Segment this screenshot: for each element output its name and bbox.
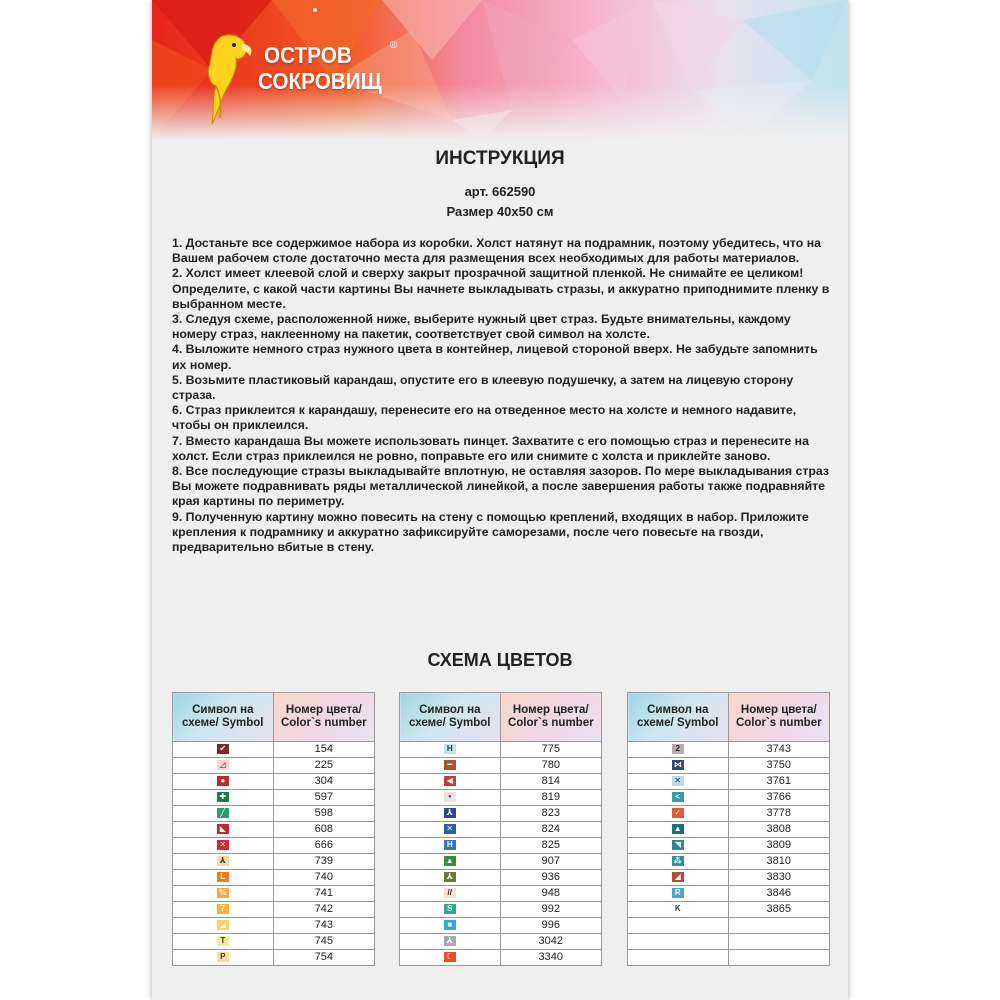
color-number-cell xyxy=(728,934,829,950)
symbol-cell xyxy=(628,790,729,806)
rhinestone-symbol-icon: ☾ xyxy=(444,952,456,962)
color-row xyxy=(173,950,375,966)
color-row xyxy=(628,950,830,966)
color-row xyxy=(628,838,830,854)
symbol-cell xyxy=(400,822,501,838)
symbol-cell xyxy=(628,934,729,950)
color-number-cell: 3830 xyxy=(728,870,829,886)
color-row xyxy=(628,790,830,806)
rhinestone-symbol-icon: ⅄ xyxy=(217,856,229,866)
color-number-cell xyxy=(728,918,829,934)
rhinestone-symbol-icon: % xyxy=(217,888,229,898)
color-number-cell: 3809 xyxy=(728,838,829,854)
rhinestone-symbol-icon: ━ xyxy=(444,760,456,770)
registered-mark: ® xyxy=(390,40,398,51)
color-row xyxy=(400,886,602,902)
color-number-cell: 154 xyxy=(273,742,374,758)
color-number-cell: 3865 xyxy=(728,902,829,918)
color-number-cell: 608 xyxy=(273,822,374,838)
rhinestone-symbol-icon: ⅄ xyxy=(444,936,456,946)
color-row xyxy=(400,934,602,950)
symbol-cell xyxy=(173,838,274,854)
color-row xyxy=(628,870,830,886)
color-number-cell: 740 xyxy=(273,870,374,886)
color-table-2 xyxy=(399,692,602,966)
rhinestone-symbol-icon: ✔ xyxy=(217,744,229,754)
color-row xyxy=(628,918,830,934)
symbol-cell xyxy=(628,806,729,822)
color-number-cell: 742 xyxy=(273,902,374,918)
color-number-cell: 225 xyxy=(273,758,374,774)
rhinestone-symbol-icon: R xyxy=(672,888,684,898)
color-row xyxy=(173,854,375,870)
color-number-cell: 992 xyxy=(500,902,601,918)
step-item: 4. Выложите немного страз нужного цвета в контейнер, лицевой стороной вверх. Не забудьте запомнить их номер. xyxy=(172,342,818,372)
rhinestone-symbol-icon: ◿ xyxy=(217,760,229,770)
symbol-cell xyxy=(400,886,501,902)
color-scheme-title: СХЕМА ЦВЕТОВ xyxy=(427,650,573,670)
symbol-cell xyxy=(400,918,501,934)
step-item: 2. Холст имеет клеевой слой и сверху закрыт прозрачной защитной пленкой. Не снимайте ее целиком! Определите, с какой части картины Вы начнете выкладывать стразы, и аккуратно приподнимите пленку в выбранном месте. xyxy=(172,266,830,311)
rhinestone-symbol-icon: P xyxy=(217,952,229,962)
color-number-cell: 823 xyxy=(500,806,601,822)
rhinestone-symbol-icon: 7 xyxy=(217,904,229,914)
rhinestone-symbol-icon: L xyxy=(217,872,229,882)
rhinestone-symbol-icon: ◢ xyxy=(217,920,229,930)
color-row xyxy=(173,934,375,950)
color-number-cell: 819 xyxy=(500,790,601,806)
symbol-cell xyxy=(628,758,729,774)
color-number-cell: 666 xyxy=(273,838,374,854)
color-row xyxy=(400,854,602,870)
color-row xyxy=(628,902,830,918)
rhinestone-symbol-icon: ▲ xyxy=(444,856,456,866)
symbol-column-header: Символ на схеме/ Symbol xyxy=(173,693,274,742)
color-number-cell: 3766 xyxy=(728,790,829,806)
color-row xyxy=(173,870,375,886)
article-number: арт. 662590 xyxy=(464,184,536,199)
instruction-sheet xyxy=(152,0,848,1000)
symbol-cell xyxy=(400,774,501,790)
color-number-cell: 824 xyxy=(500,822,601,838)
rhinestone-symbol-icon: ■ xyxy=(444,920,456,930)
symbol-cell xyxy=(173,870,274,886)
color-row xyxy=(400,822,602,838)
brand-name-line1: ОСТРОВ xyxy=(264,42,352,68)
color-number-cell: 948 xyxy=(500,886,601,902)
symbol-cell xyxy=(400,902,501,918)
symbol-column-header: Символ на схеме/ Symbol xyxy=(628,693,729,742)
color-row xyxy=(628,806,830,822)
color-number-cell: 780 xyxy=(500,758,601,774)
symbol-cell xyxy=(628,742,729,758)
symbol-cell xyxy=(173,886,274,902)
symbol-cell xyxy=(400,742,501,758)
color-number-cell: 3340 xyxy=(500,950,601,966)
symbol-cell xyxy=(400,950,501,966)
color-row xyxy=(173,774,375,790)
symbol-cell xyxy=(400,838,501,854)
symbol-cell xyxy=(173,902,274,918)
color-row xyxy=(173,902,375,918)
color-row xyxy=(173,790,375,806)
color-number-cell: 739 xyxy=(273,854,374,870)
color-row xyxy=(400,902,602,918)
rhinestone-symbol-icon: ◥ xyxy=(672,840,684,850)
rhinestone-symbol-icon: // xyxy=(444,888,456,898)
rhinestone-symbol-icon: ⁂ xyxy=(673,856,682,866)
symbol-cell xyxy=(173,918,274,934)
color-number-cell: 3808 xyxy=(728,822,829,838)
color-row xyxy=(628,934,830,950)
color-row xyxy=(628,822,830,838)
color-row xyxy=(400,870,602,886)
color-row xyxy=(628,886,830,902)
color-row xyxy=(400,774,602,790)
color-number-cell xyxy=(728,950,829,966)
color-number-cell: 814 xyxy=(500,774,601,790)
symbol-cell xyxy=(628,822,729,838)
brand-name-line2: СОКРОВИЩ xyxy=(258,68,382,94)
symbol-cell xyxy=(628,950,729,966)
symbol-cell xyxy=(173,806,274,822)
rhinestone-symbol-icon: ◣ xyxy=(217,824,229,834)
step-item: 8. Все последующие стразы выкладывайте вплотную, не оставляя зазоров. По мере выкладывания страз Вы можете подравнивать ряды металлической линейкой, а после завершения работы также подравняйте края картины по периметру. xyxy=(172,464,829,509)
rhinestone-symbol-icon: ✕ xyxy=(444,824,456,834)
symbol-cell xyxy=(173,934,274,950)
rhinestone-symbol-icon: ◀ xyxy=(444,776,456,786)
rhinestone-symbol-icon: ⅄ xyxy=(444,872,456,882)
rhinestone-symbol-icon: < xyxy=(672,792,684,802)
color-number-cell: 825 xyxy=(500,838,601,854)
page-title: ИНСТРУКЦИЯ xyxy=(435,148,565,169)
rhinestone-symbol-icon: • xyxy=(444,792,456,802)
rhinestone-symbol-icon: ▲ xyxy=(672,824,684,834)
color-number-cell: 598 xyxy=(273,806,374,822)
color-table-3 xyxy=(627,692,830,966)
color-row xyxy=(400,790,602,806)
color-number-cell: 754 xyxy=(273,950,374,966)
rhinestone-symbol-icon: ◢ xyxy=(672,872,684,882)
color-number-cell: 597 xyxy=(273,790,374,806)
color-row xyxy=(173,822,375,838)
symbol-cell xyxy=(173,822,274,838)
color-row xyxy=(400,918,602,934)
canvas-size: Размер 40х50 см xyxy=(446,204,554,219)
color-number-cell: 3846 xyxy=(728,886,829,902)
color-number-cell: 996 xyxy=(500,918,601,934)
symbol-cell xyxy=(628,870,729,886)
color-number-cell: 3761 xyxy=(728,774,829,790)
color-number-cell: 745 xyxy=(273,934,374,950)
step-item: 9. Полученную картину можно повесить на стену с помощью креплений, входящих в набор. Приложите крепления к подрамнику и аккуратно зафиксируйте саморезами, после чего повесьте на гвозди, предварительно вбитые в стену. xyxy=(172,509,809,555)
color-row xyxy=(400,758,602,774)
color-row xyxy=(173,886,375,902)
color-row xyxy=(173,742,375,758)
rhinestone-symbol-icon: K xyxy=(672,904,684,914)
color-row xyxy=(400,742,602,758)
rhinestone-symbol-icon: ✕ xyxy=(217,840,229,850)
rhinestone-symbol-icon: ⋈ xyxy=(673,760,682,770)
color-number-cell: 775 xyxy=(500,742,601,758)
rhinestone-symbol-icon: ╱ xyxy=(217,808,229,818)
rhinestone-symbol-icon: S xyxy=(444,904,456,914)
color-table-1 xyxy=(172,692,375,966)
instruction-steps xyxy=(172,236,832,555)
symbol-cell xyxy=(173,950,274,966)
rhinestone-symbol-icon: H xyxy=(444,840,456,850)
symbol-cell xyxy=(173,758,274,774)
step-item: 6. Страз приклеится к карандашу, перенесите его на отведенное место на холсте и немного надавите, чтобы он приклеился. xyxy=(172,403,797,433)
rhinestone-symbol-icon: ● xyxy=(217,776,229,786)
color-row xyxy=(628,758,830,774)
symbol-cell xyxy=(173,774,274,790)
symbol-cell xyxy=(400,790,501,806)
symbol-cell xyxy=(628,838,729,854)
rhinestone-symbol-icon: ⅄ xyxy=(444,808,456,818)
symbol-cell xyxy=(400,854,501,870)
symbol-cell xyxy=(628,886,729,902)
color-row xyxy=(173,838,375,854)
color-row xyxy=(173,758,375,774)
step-item: 1. Достаньте все содержимое набора из коробки. Холст натянут на подрамник, поэтому убедитесь, что на Вашем рабочем столе достаточно места для размещения всех необходимых для работы материалов. xyxy=(172,236,821,266)
step-item: 5. Возьмите пластиковый карандаш, опустите его в клеевую подушечку, а затем на лицевую сторону страза. xyxy=(172,372,794,403)
color-row xyxy=(400,950,602,966)
symbol-cell xyxy=(400,758,501,774)
step-item: 3. Следуя схеме, расположенной ниже, выберите нужный цвет страз. Будьте внимательны, каждому номеру страз, наклеенному на пакетик, соответствует свой символ на холсте. xyxy=(172,312,791,342)
number-column-header: Номер цвета/ Color`s number xyxy=(500,693,601,742)
symbol-cell xyxy=(173,854,274,870)
color-row xyxy=(173,806,375,822)
color-number-cell: 3042 xyxy=(500,934,601,950)
number-column-header: Номер цвета/ Color`s number xyxy=(728,693,829,742)
symbol-cell xyxy=(628,774,729,790)
step-item: 7. Вместо карандаша Вы можете использовать пинцет. Захватите с его помощью страз и перенесите на холст. Если страз приклеился не ровно, поправьте его или снимите с холста и приклейте заново. xyxy=(172,433,809,463)
rhinestone-symbol-icon: ✓ xyxy=(672,808,684,818)
color-row xyxy=(628,854,830,870)
color-number-cell: 741 xyxy=(273,886,374,902)
color-number-cell: 743 xyxy=(273,918,374,934)
symbol-cell xyxy=(173,742,274,758)
symbol-cell xyxy=(400,806,501,822)
symbol-cell xyxy=(628,902,729,918)
brand-logo xyxy=(192,28,398,128)
rhinestone-symbol-icon: ✕ xyxy=(672,776,684,786)
color-number-cell: 304 xyxy=(273,774,374,790)
color-number-cell: 3810 xyxy=(728,854,829,870)
color-row xyxy=(628,742,830,758)
symbol-column-header: Символ на схеме/ Symbol xyxy=(400,693,501,742)
rhinestone-symbol-icon: H xyxy=(444,744,456,754)
symbol-cell xyxy=(628,854,729,870)
symbol-cell xyxy=(400,934,501,950)
color-row xyxy=(400,806,602,822)
color-number-cell: 936 xyxy=(500,870,601,886)
rhinestone-symbol-icon: 2 xyxy=(672,744,684,754)
symbol-cell xyxy=(173,790,274,806)
number-column-header: Номер цвета/ Color`s number xyxy=(273,693,374,742)
color-row xyxy=(628,774,830,790)
color-row xyxy=(400,838,602,854)
color-number-cell: 907 xyxy=(500,854,601,870)
color-number-cell: 3750 xyxy=(728,758,829,774)
symbol-cell xyxy=(628,918,729,934)
symbol-cell xyxy=(400,870,501,886)
color-row xyxy=(173,918,375,934)
rhinestone-symbol-icon: ✚ xyxy=(217,792,229,802)
rhinestone-symbol-icon: T xyxy=(217,936,229,946)
color-number-cell: 3778 xyxy=(728,806,829,822)
color-number-cell: 3743 xyxy=(728,742,829,758)
